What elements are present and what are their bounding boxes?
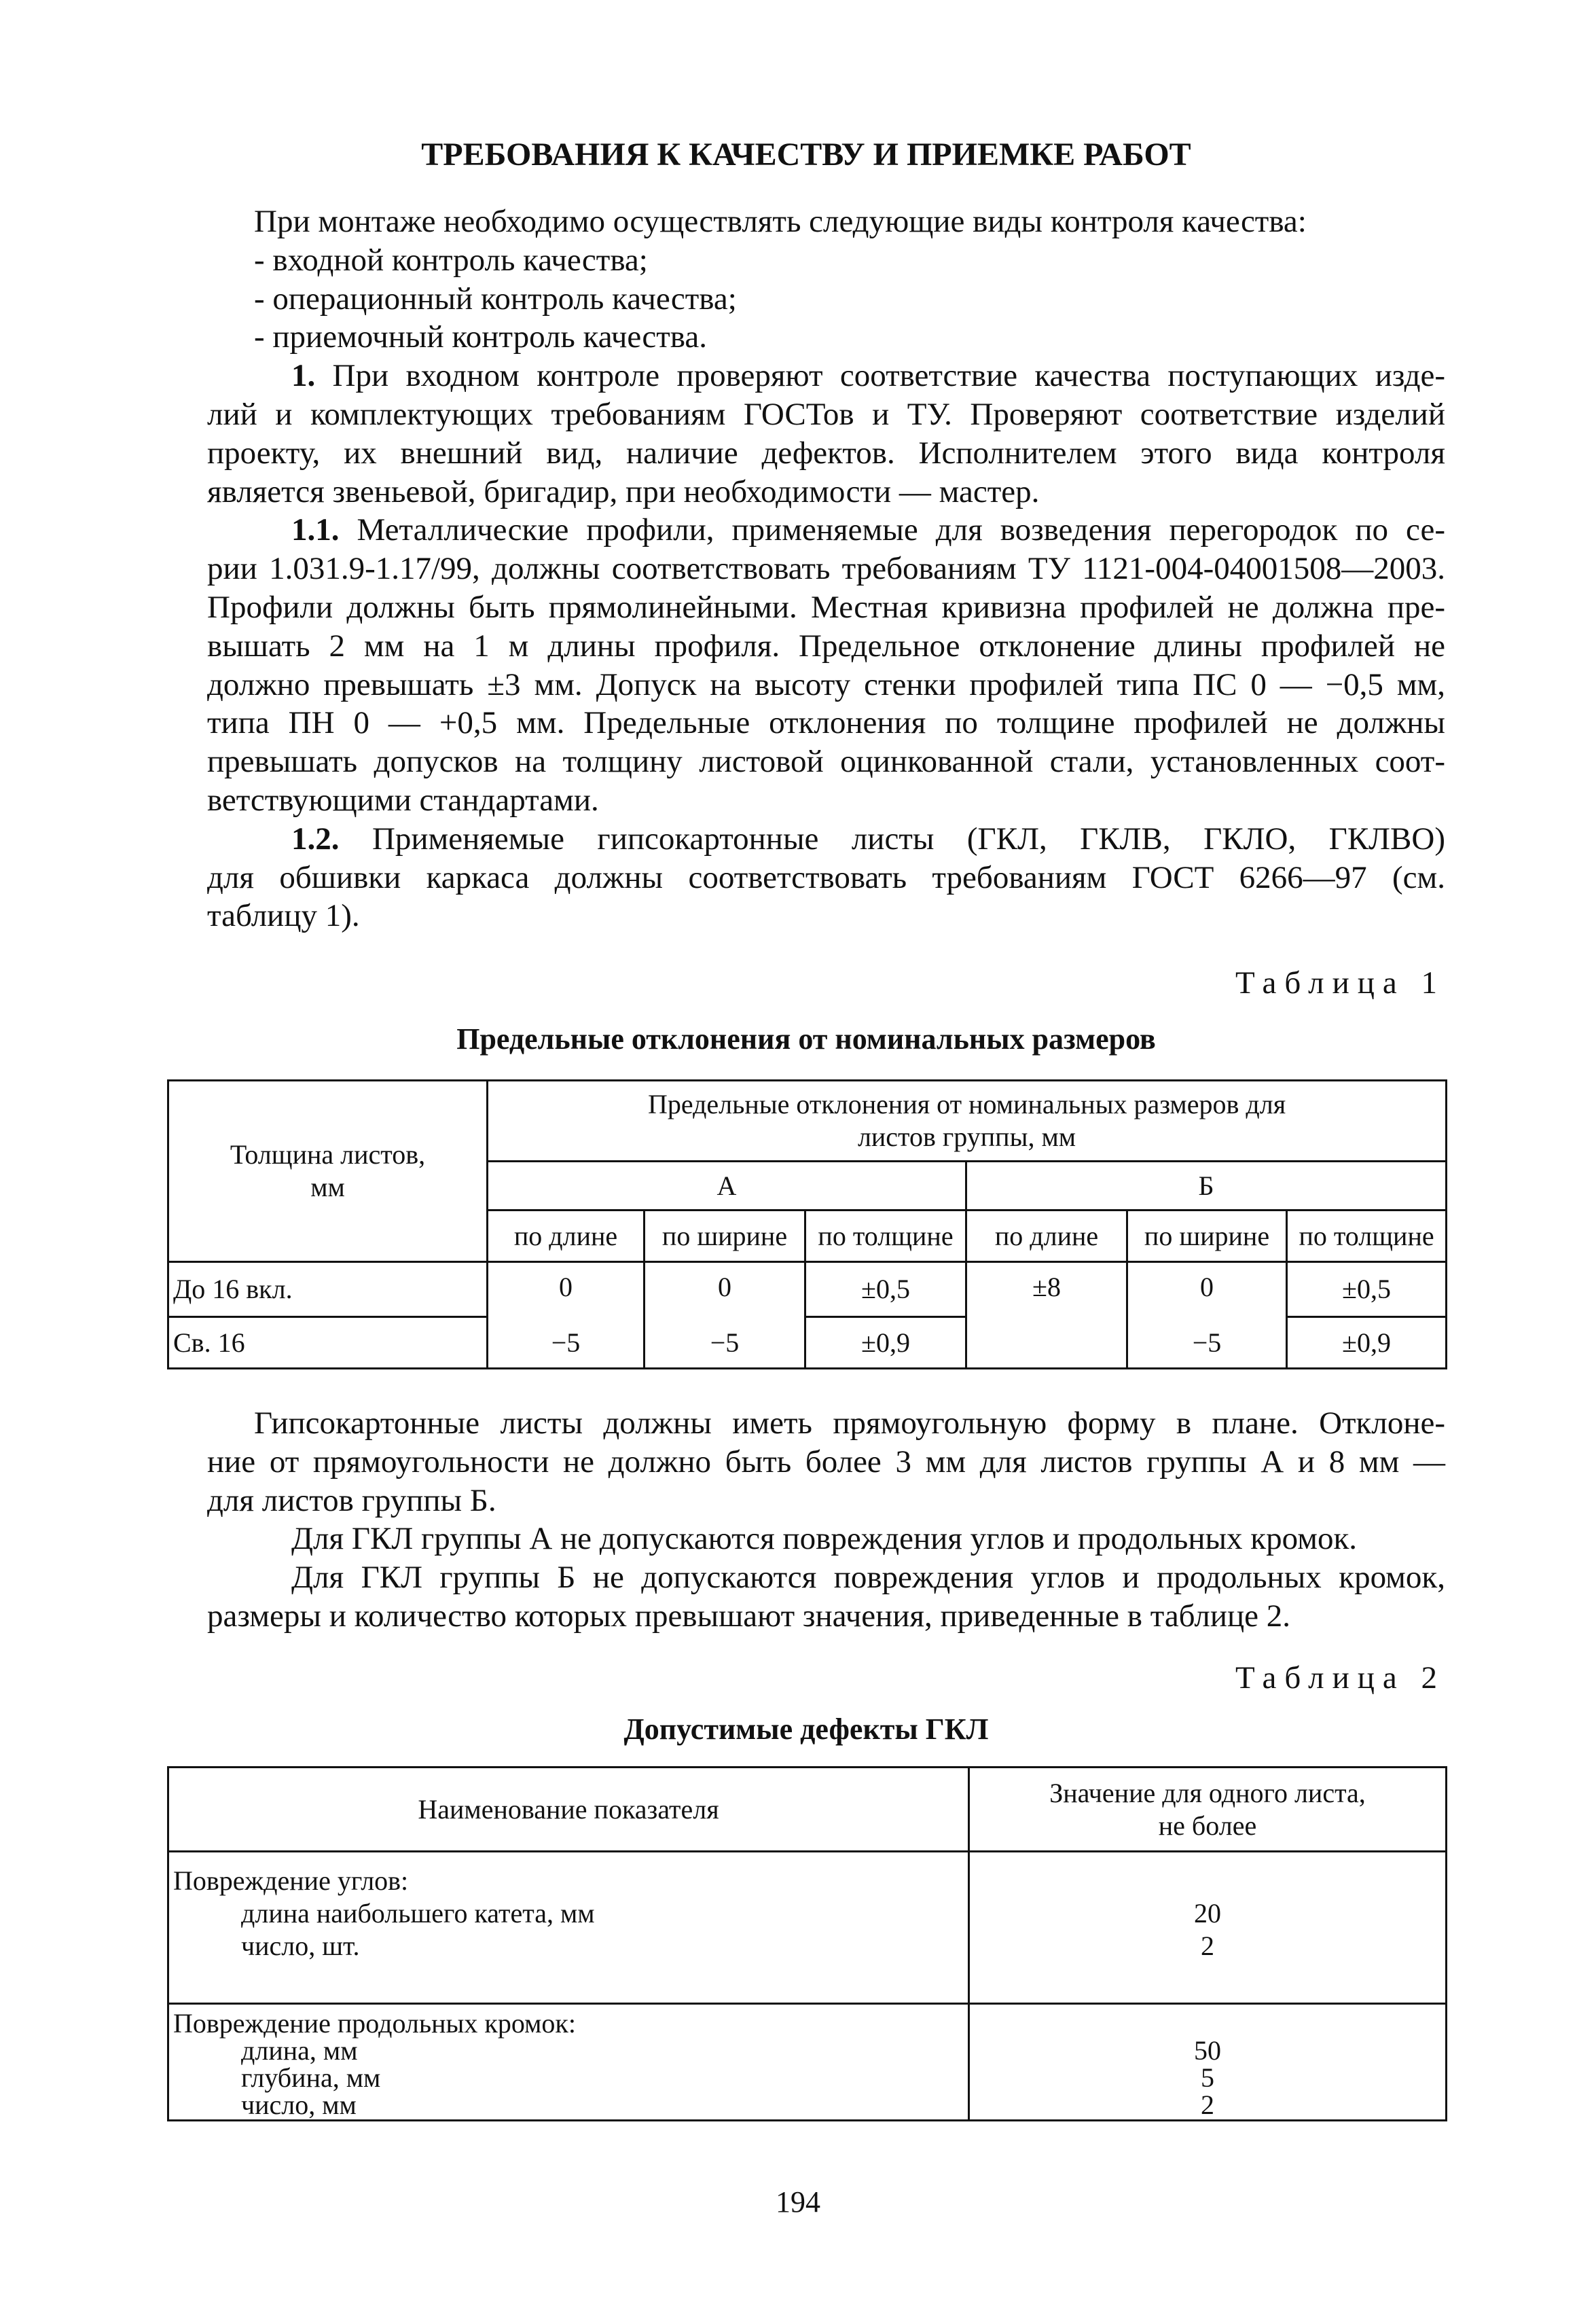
text-line	[207, 357, 1445, 395]
item-name: число, шт.	[241, 1931, 360, 1961]
subheader: по ширине	[645, 1211, 805, 1262]
text-run: При входном контроле проверяют соответствие качества поступающих изде-	[315, 358, 1445, 394]
item-name: длина, мм	[241, 2035, 358, 2066]
subheader: по ширине	[1127, 1211, 1287, 1262]
header-group: Предельные отклонения от номинальных размеров для листов группы, мм	[488, 1081, 1447, 1162]
text-line: лий и комплектующих требованиям ГОСТов и ТУ. Проверяют соответствие изделий	[207, 396, 1445, 432]
text-line: должно превышать ±3 мм. Допуск на высоту стенки профилей типа ПС 0 — −0,5 мм,	[207, 666, 1445, 702]
group-cell	[168, 2004, 969, 2121]
table-row	[168, 1852, 1447, 2004]
table2-caption: Допустимые дефекты ГКЛ	[623, 1713, 989, 1746]
body-text	[207, 202, 1445, 935]
section-paragraph	[207, 820, 1445, 935]
intro-paragraph	[207, 202, 1445, 241]
group-cell	[168, 1852, 969, 2004]
section-number: 1.2.	[291, 821, 340, 857]
text-line	[207, 820, 1445, 859]
after-table-text	[207, 1404, 1445, 1636]
table2-label: Таблица 2	[1235, 1660, 1445, 1696]
subheader: по длине	[966, 1211, 1127, 1262]
text-line: Для ГКЛ группы А не допускаются повреждения углов и продольных кромок.	[291, 1521, 1358, 1557]
row-label: Св. 16	[168, 1317, 488, 1369]
cell: ±0,5	[1287, 1262, 1447, 1317]
value-cell	[969, 1852, 1447, 2004]
item-name: длина наибольшего катета, мм	[241, 1898, 595, 1929]
section-number: 1.1.	[291, 512, 340, 548]
cell-value: −5	[710, 1327, 740, 1358]
cell: ±0,5	[805, 1262, 966, 1317]
item-name: глубина, мм	[241, 2062, 381, 2093]
subheader: по длине	[488, 1211, 645, 1262]
text-line: таблицу 1).	[207, 898, 360, 934]
text-line: Для ГКЛ группы Б не допускаются повреждения углов и продольных кромок,	[291, 1560, 1445, 1596]
group-title: Повреждение продольных кромок:	[173, 2008, 576, 2039]
list-item: - приемочный контроль качества.	[254, 319, 707, 355]
section-paragraph	[207, 357, 1445, 511]
subheader: по толщине	[805, 1211, 966, 1262]
cell	[488, 1262, 645, 1369]
page-title: ТРЕБОВАНИЯ К КАЧЕСТВУ И ПРИЕМКЕ РАБОТ	[421, 137, 1191, 173]
text-run: Металлические профили, применяемые для возведения перегородок по се-	[339, 512, 1445, 548]
text-line: ние от прямоугольности не должно быть более 3 мм для листов группы А и 8 мм —	[207, 1444, 1445, 1480]
table1	[167, 1079, 1447, 1369]
table1-label: Таблица 1	[1235, 965, 1445, 1001]
item-value: 20	[1194, 1898, 1221, 1929]
cell-value: 0	[1200, 1272, 1214, 1302]
list-item: - операционный контроль качества;	[254, 281, 737, 317]
table2	[167, 1766, 1447, 2121]
text-line: ветствующими стандартами.	[207, 782, 599, 818]
item-value: 2	[1201, 2090, 1214, 2120]
cell: ±0,9	[1287, 1317, 1447, 1369]
text-line: для обшивки каркаса должны соответствовать требованиям ГОСТ 6266—97 (см.	[207, 859, 1445, 895]
cell	[1127, 1262, 1287, 1369]
value-cell	[969, 2004, 1447, 2121]
text-line: вышать 2 мм на 1 м длины профиля. Предельное отклонение длины профилей не	[207, 628, 1445, 664]
cell-value: 0	[718, 1272, 731, 1302]
item-value: 5	[1201, 2062, 1214, 2093]
item-value: 2	[1201, 1931, 1214, 1961]
header-value: Значение для одного листа, не более	[969, 1768, 1447, 1852]
cell	[645, 1262, 805, 1369]
text-line: превышать допусков на толщину листовой оцинкованной стали, установленных соот-	[207, 744, 1445, 780]
row-label: До 16 вкл.	[168, 1262, 488, 1317]
cell: ±8	[966, 1262, 1127, 1369]
header-group-b: Б	[966, 1162, 1447, 1211]
cell-value: −5	[551, 1327, 581, 1358]
section-number: 1.	[291, 358, 316, 394]
cell: ±0,9	[805, 1317, 966, 1369]
table-row	[168, 2004, 1447, 2121]
cell-value: −5	[1192, 1327, 1222, 1358]
text-line: При монтаже необходимо осуществлять следующие виды контроля качества:	[254, 204, 1307, 239]
table-row	[168, 1262, 1447, 1317]
paragraph	[207, 1558, 1445, 1636]
subheader: по толщине	[1287, 1211, 1447, 1262]
header-thickness: Толщина листов, мм	[168, 1081, 488, 1262]
item-name: число, мм	[241, 2090, 357, 2120]
header-name: Наименование показателя	[168, 1768, 969, 1852]
section-paragraph	[207, 511, 1445, 819]
list-item: - входной контроль качества;	[254, 242, 648, 278]
item-value: 50	[1194, 2035, 1221, 2066]
text-line: проекту, их внешний вид, наличие дефектов. Исполнителем этого вида контроля	[207, 435, 1445, 471]
text-line: является звеньевой, бригадир, при необходимости — мастер.	[207, 473, 1040, 509]
text-line: размеры и количество которых превышают значения, приведенные в таблице 2.	[207, 1598, 1291, 1634]
text-line: типа ПН 0 — +0,5 мм. Предельные отклонения по толщине профилей не должны	[207, 705, 1445, 741]
page-number: 194	[776, 2185, 820, 2219]
paragraph	[207, 1520, 1445, 1558]
cell-value: 0	[559, 1272, 573, 1302]
control-types-list	[207, 241, 1445, 357]
text-line: Профили должны быть прямолинейными. Местная кривизна профилей не должна пре-	[207, 589, 1445, 625]
text-line: рии 1.031.9-1.17/99, должны соответствовать требованиям ТУ 1121-004-04001508—2003.	[207, 551, 1445, 587]
paragraph	[207, 1404, 1445, 1520]
table1-caption: Предельные отклонения от номинальных размеров	[456, 1022, 1156, 1056]
text-run: Применяемые гипсокартонные листы (ГКЛ, ГКЛВ, ГКЛО, ГКЛВО)	[339, 821, 1445, 857]
text-line: для листов группы Б.	[207, 1482, 496, 1518]
text-line: Гипсокартонные листы должны иметь прямоугольную форму в плане. Отклоне-	[254, 1405, 1445, 1441]
group-title: Повреждение углов:	[173, 1865, 409, 1896]
text-line	[207, 511, 1445, 550]
header-group-a: А	[488, 1162, 966, 1211]
